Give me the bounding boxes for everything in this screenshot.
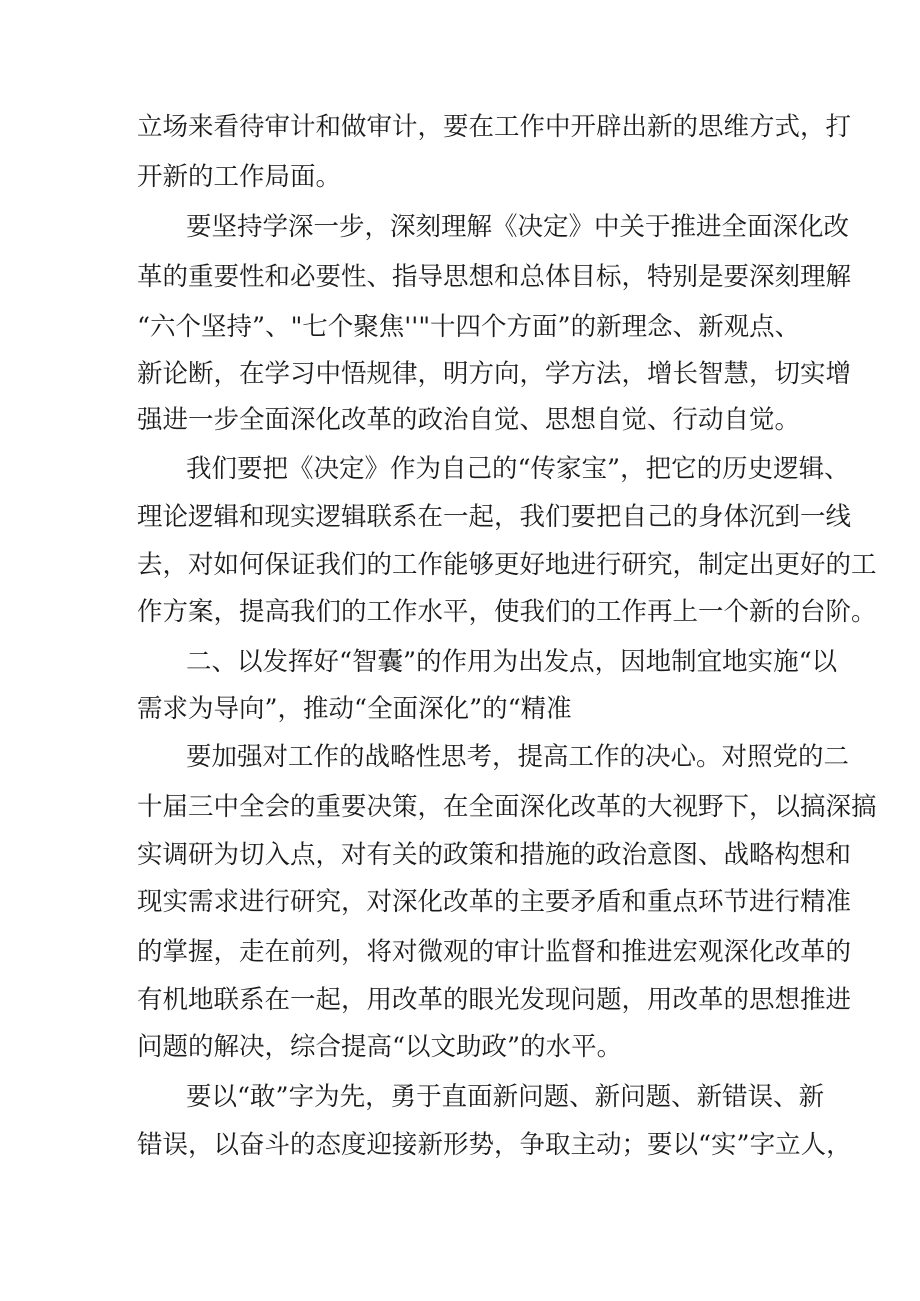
- text-line: 开新的工作局面。: [137, 162, 342, 192]
- text-line: 新论断，在学习中悟规律，明方向，学方法，增长智慧，切实增: [137, 359, 852, 389]
- text-line: 十届三中全会的重要决策，在全面深化改革的大视野下，以搞深搞: [137, 792, 877, 822]
- text-line: 作方案，提高我们的工作水平，使我们的工作再上一个新的台阶。: [137, 597, 877, 627]
- text-line: 革的重要性和必要性、指导思想和总体目标，特别是要深刻理解: [137, 262, 852, 292]
- text-line: 实调研为切入点，对有关的政策和措施的政治意图、战略构想和: [137, 840, 852, 870]
- text-line: 错误，以奋斗的态度迎接新形势，争取主动；要以“实”字立人，: [137, 1130, 852, 1160]
- text-line: 理论逻辑和现实逻辑联系在一起，我们要把自己的身体沉到一线: [137, 502, 852, 532]
- section-heading: 二、以发挥好“智囊”的作用为出发点，因地制宜地实施“以: [186, 647, 838, 677]
- text-line: 的掌握，走在前列，将对微观的审计监督和推进宏观深化改革的: [137, 937, 852, 967]
- text-line: 去，对如何保证我们的工作能够更好地进行研究，制定出更好的工: [137, 550, 877, 580]
- text-line: “六个坚持”、"七个聚焦''"十四个方面”的新理念、新观点、: [137, 312, 801, 342]
- text-line: 问题的解决，综合提高“以文助政”的水平。: [137, 1032, 623, 1062]
- text-line: 立场来看待审计和做审计，要在工作中开辟出新的思维方式，打: [137, 112, 852, 142]
- text-line: 要加强对工作的战略性思考，提高工作的决心。对照党的二: [186, 742, 850, 772]
- text-line: 要以“敢”字为先，勇于直面新问题、新问题、新错误、新: [186, 1082, 825, 1112]
- text-line: 有机地联系在一起，用改革的眼光发现问题，用改革的思想推进: [137, 985, 852, 1015]
- section-heading: 需求为导向”，推动“全面深化”的“精准: [137, 694, 572, 724]
- text-line: 要坚持学深一步，深刻理解《决定》中关于推进全面深化改: [186, 212, 850, 242]
- text-line: 现实需求进行研究，对深化改革的主要矛盾和重点环节进行精准: [137, 887, 852, 917]
- text-line: 强进一步全面深化改革的政治自觉、思想自觉、行动自觉。: [137, 405, 801, 435]
- text-line: 我们要把《决定》作为自己的“传家宝”，把它的历史逻辑、: [186, 454, 850, 484]
